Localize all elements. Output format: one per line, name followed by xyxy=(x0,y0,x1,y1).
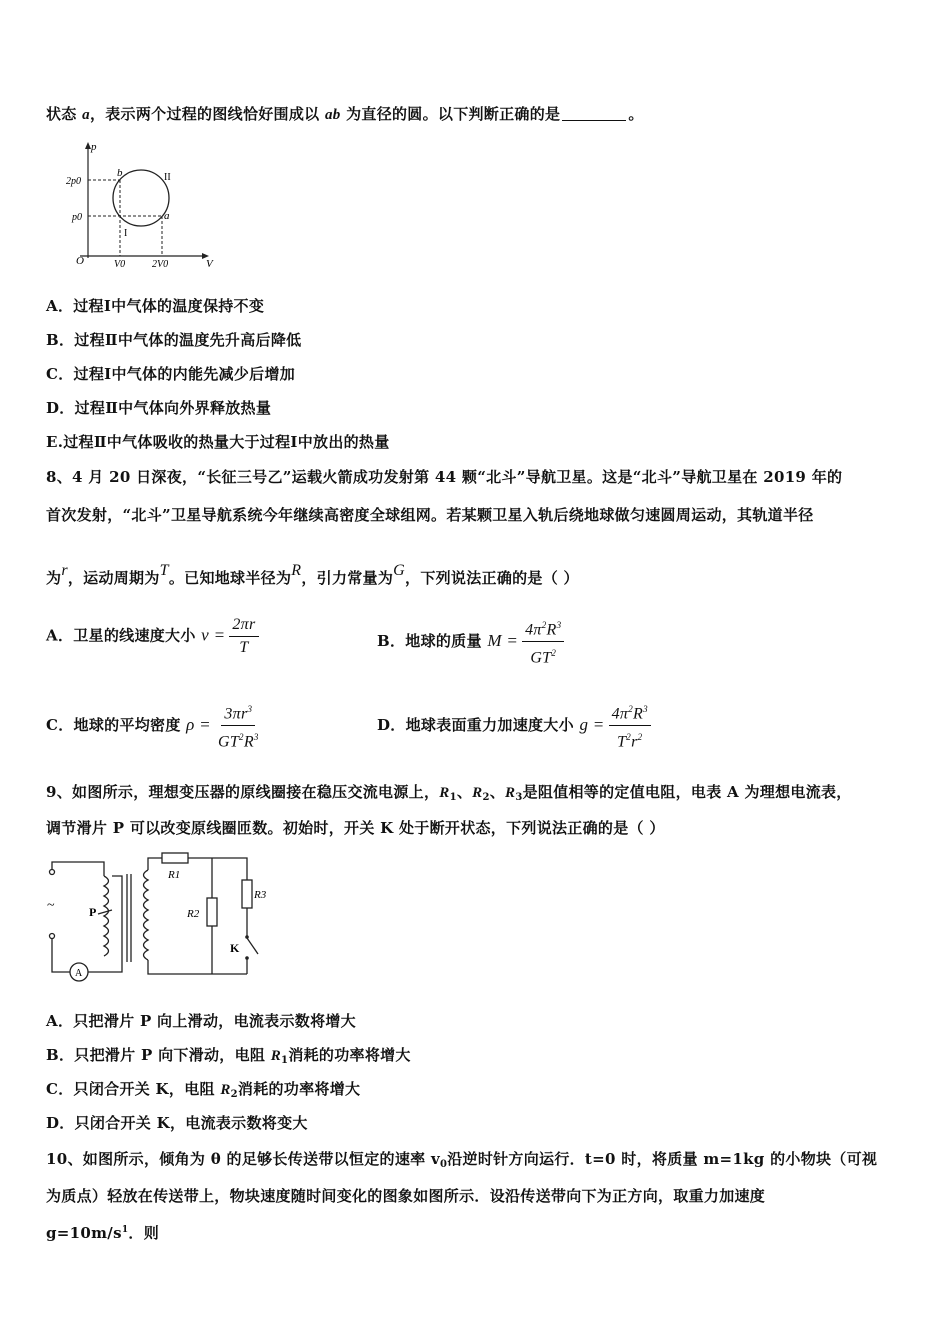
resistor-r3 xyxy=(242,880,252,908)
p-axis-label: p xyxy=(91,141,97,153)
q7-option-a[interactable]: A．过程Ⅰ中气体的温度保持不变 xyxy=(46,297,265,315)
q7-option-c[interactable]: C．过程Ⅰ中气体的内能先减少后增加 xyxy=(46,365,296,383)
tick-v0: V0 xyxy=(114,259,126,270)
formula-gravity: g = xyxy=(579,714,605,734)
q10-stem-line1: 10、如图所示，倾角为 θ 的足够长传送带以恒定的速率 $v_0$沿逆时针方向运行．t=0 时，将质量 m=1kg 的小物块（可视 xyxy=(46,1150,878,1170)
switch-label-k: K xyxy=(230,941,240,955)
q8-option-c[interactable]: C．地球的平均密度 ρ = $\frac{3\pi r^3}{GT^2R^3}$ xyxy=(46,700,262,752)
q8-option-a[interactable]: A．卫星的线速度大小 v = $\frac{2\pi r}{T}$ xyxy=(46,616,259,657)
q8-stem-line3: 为r，运动周期为T。已知地球半径为R，引力常量为G，下列说法正确的是（ ） xyxy=(46,562,579,587)
formula-mass: M = xyxy=(487,630,519,650)
q9-option-d[interactable]: D．只闭合开关 K，电流表示数将变大 xyxy=(46,1114,308,1132)
transformer-circuit xyxy=(44,850,280,982)
formula-velocity: v = xyxy=(201,625,226,645)
ammeter-label: A xyxy=(75,968,83,979)
resistor-r2 xyxy=(207,898,217,926)
q10-stem-line2: 为质点）轻放在传送带上，物块速度随时间变化的图象如图所示．设沿传送带向下为正方向，取重力加速度 xyxy=(46,1187,766,1205)
q8-stem-line2: 首次发射，“北斗”卫星导航系统今年继续高密度全球组网。若某颗卫星入轨后绕地球做匀速圆周运动，其轨道半径 xyxy=(46,506,814,524)
slider-p[interactable] xyxy=(98,910,112,914)
ac-source-symbol: ~ xyxy=(47,898,55,913)
resistor-r1 xyxy=(162,853,188,863)
switch-k[interactable] xyxy=(247,938,258,954)
origin-label: O xyxy=(76,255,84,267)
q7-option-e[interactable]: E.过程Ⅱ中气体吸收的热量大于过程Ⅰ中放出的热量 xyxy=(46,433,390,451)
label-r3: R3 xyxy=(254,889,267,901)
q7-option-d[interactable]: D．过程Ⅱ中气体向外界释放热量 xyxy=(46,399,272,417)
point-b-label: b xyxy=(117,167,123,179)
q8-option-d[interactable]: D．地球表面重力加速度大小 g = $\frac{4\pi^2R^3}{T^2r^2}$ xyxy=(377,700,651,752)
q9-option-b[interactable]: B．只把滑片 P 向下滑动，电阻 $R_1$消耗的功率将增大 xyxy=(46,1046,411,1066)
q8-stem-line1: 8、4 月 20 日深夜，“长征三号乙”运载火箭成功发射第 44 颗“北斗”导航卫星。这是“北斗”导航卫星在 2019 年的 xyxy=(46,468,843,486)
label-r2: R2 xyxy=(187,908,200,920)
pv-diagram xyxy=(60,138,220,270)
q10-stem-line3: $g=10m/s^1$．则 xyxy=(46,1224,159,1242)
tick-p0: p0 xyxy=(72,212,82,223)
process-II-label: II xyxy=(164,172,171,183)
process-I-label: I xyxy=(124,228,128,239)
q7-stem: 状态 a，表示两个过程的图线恰好围成以 ab 为直径的圆。以下判断正确的是 。 xyxy=(46,105,644,123)
answer-blank[interactable] xyxy=(562,106,626,121)
q7-option-b[interactable]: B．过程Ⅱ中气体的温度先升高后降低 xyxy=(46,331,302,349)
slider-label-p: P xyxy=(89,905,97,919)
tick-2p0: 2p0 xyxy=(66,176,81,187)
source-terminal-bottom xyxy=(50,934,55,939)
source-terminal-top xyxy=(50,870,55,875)
label-r1: R1 xyxy=(168,869,181,881)
point-a-label: a xyxy=(164,210,170,222)
q9-stem-line2: 调节滑片 P 可以改变原线圈匝数。初始时，开关 K 处于断开状态，下列说法正确的是（ ） xyxy=(46,819,665,837)
tick-2v0: 2V0 xyxy=(152,259,169,270)
q9-option-a[interactable]: A．只把滑片 P 向上滑动，电流表示数将增大 xyxy=(46,1012,356,1030)
q9-option-c[interactable]: C．只闭合开关 K，电阻 $R_2$消耗的功率将增大 xyxy=(46,1080,361,1100)
formula-density: ρ = xyxy=(186,714,211,734)
q8-option-b[interactable]: B．地球的质量 M = $\frac{4\pi^2R^3}{GT^2}$ xyxy=(377,616,564,668)
v-axis-label: V xyxy=(206,258,213,270)
q9-stem-line1: 9、如图所示，理想变压器的原线圈接在稳压交流电源上，$R_1$、$R_2$、$R_3$是阻值相等的定值电阻，电表 A 为理想电流表， xyxy=(46,783,852,803)
